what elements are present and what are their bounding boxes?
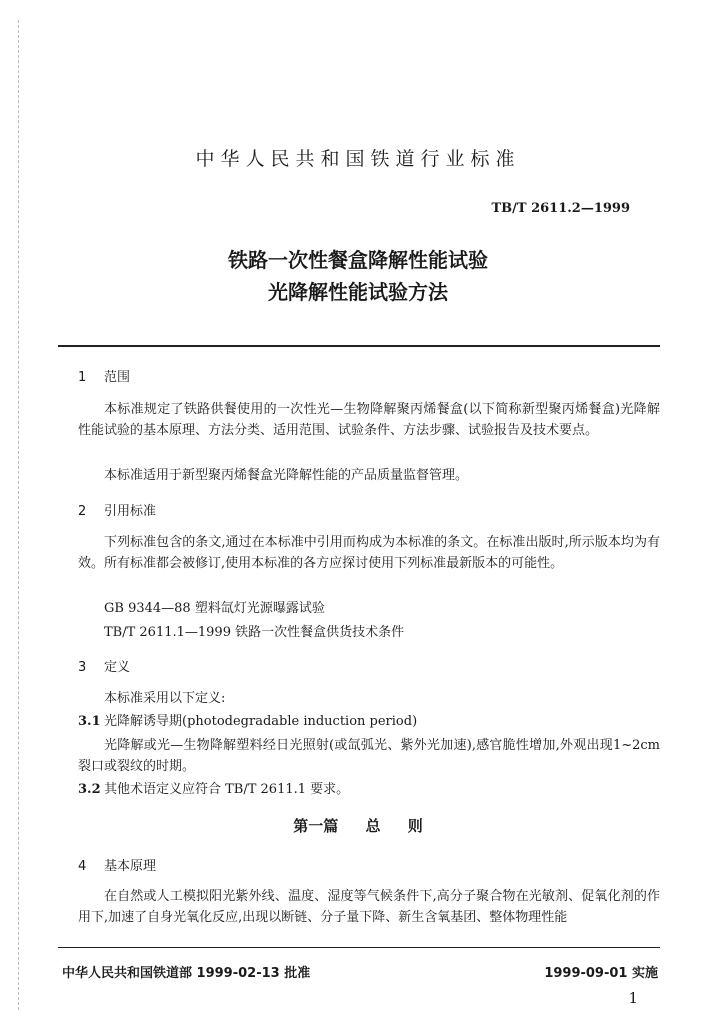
- approval-statement: 中华人民共和国铁道部 1999-02-13 批准: [62, 966, 311, 981]
- title-divider: [58, 345, 660, 347]
- reference-gb9344: GB 9344—88 塑料氙灯光源曝露试验: [104, 601, 325, 616]
- definition-3-1-body: 光降解或光—生物降解塑料经日光照射(或氙弧光、紫外光加速),感官脆性增加,外观出现1~2cm裂口或裂纹的时期。: [78, 738, 660, 774]
- section-3-heading: 3 定义: [78, 660, 131, 675]
- definition-3-1: 3.1 光降解诱导期(photodegradable induction period): [78, 714, 418, 729]
- chapter-heading: 第一篇 总 则: [293, 817, 423, 835]
- section-2-heading: 2 引用标准: [78, 504, 157, 519]
- implementation-date: 1999-09-01 实施: [544, 966, 658, 981]
- section-3-intro: 本标准采用以下定义:: [104, 691, 226, 706]
- definition-3-2: 3.2 其他术语定义应符合 TB/T 2611.1 要求。: [78, 782, 350, 797]
- footer-divider: [58, 947, 660, 948]
- section-4-heading: 4 基本原理: [78, 859, 157, 874]
- standard-category-title: 中华人民共和国铁道行业标准: [195, 148, 521, 170]
- section-4-paragraph-1: 在自然或人工模拟阳光紫外线、温度、湿度等气候条件下,高分子聚合物在光敏剂、促氧化剂的作用下,加速了自身光氧化反应,出现以断链、分子量下降、新生含氧基团、整体物理性能: [78, 889, 660, 925]
- reference-tbt2611-1: TB/T 2611.1—1999 铁路一次性餐盒供货技术条件: [104, 625, 405, 640]
- section-1-paragraph-1: 本标准规定了铁路供餐使用的一次性光—生物降解聚丙烯餐盒(以下简称新型聚丙烯餐盒)光降解性能试验的基本原理、方法分类、适用范围、试验条件、方法步骤、试验报告及技术要点。: [78, 402, 660, 438]
- document-title-line1: 铁路一次性餐盒降解性能试验: [228, 248, 488, 272]
- section-1-heading: 1 范围: [78, 370, 131, 385]
- section-1-paragraph-2: 本标准适用于新型聚丙烯餐盒光降解性能的产品质量监督管理。: [104, 468, 469, 483]
- section-2-paragraph-1: 下列标准包含的条文,通过在本标准中引用而构成为本标准的条文。在标准出版时,所示版本均为有效。所有标准都会被修订,使用本标准的各方应探讨使用下列标准最新版本的可能性。: [78, 535, 660, 571]
- document-title-line2: 光降解性能试验方法: [268, 280, 448, 304]
- standard-number: TB/T 2611.2—1999: [491, 201, 630, 216]
- page-number: 1: [628, 989, 638, 1007]
